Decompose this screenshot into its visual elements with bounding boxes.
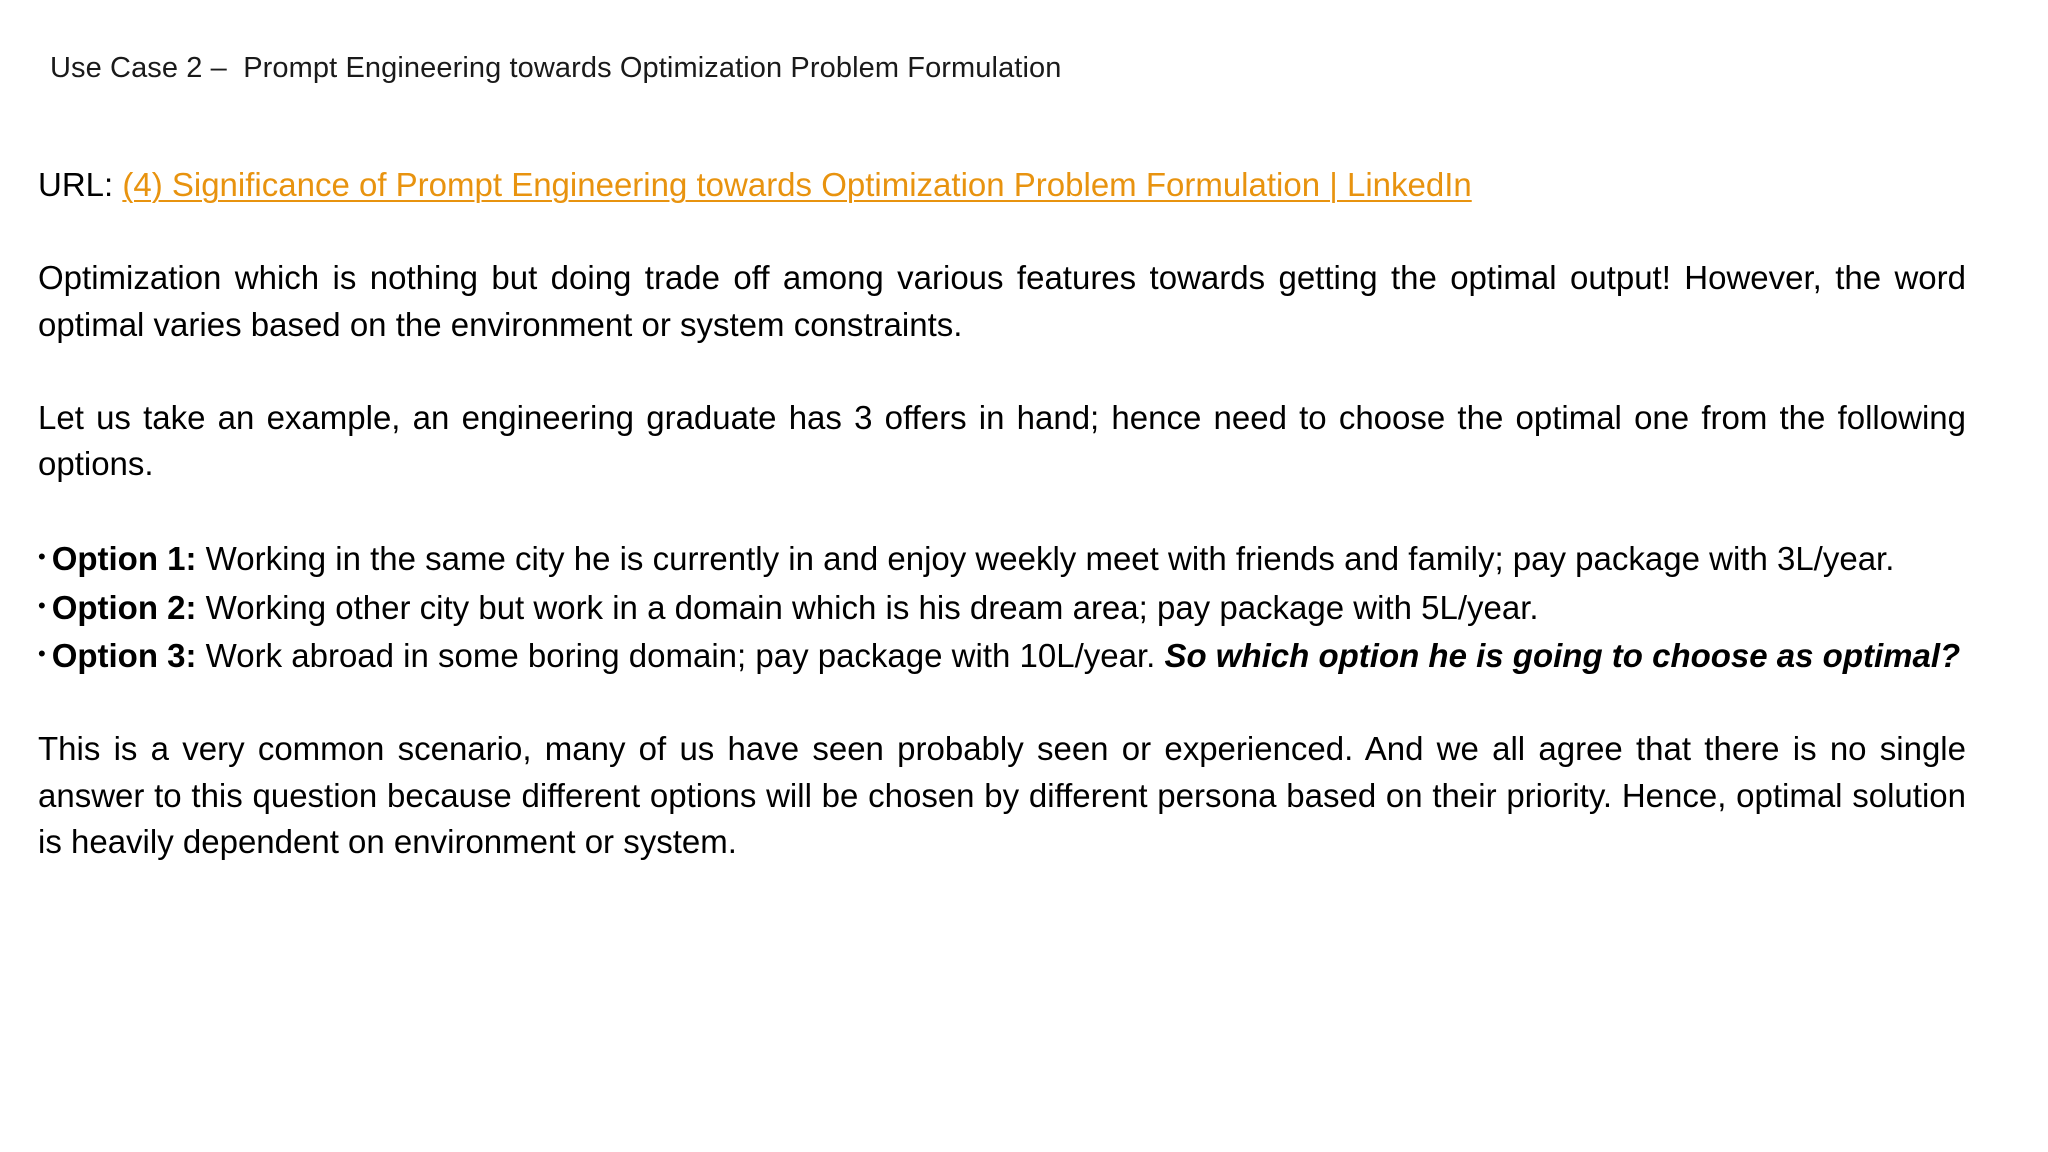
example-paragraph: Let us take an example, an engineering graduate has 3 offers in hand; hence need to choose the optimal one from the following options. — [38, 398, 1966, 482]
option-3-item — [38, 631, 1966, 680]
slide-title: Use Case 2 – Prompt Engineering towards Optimization Problem Formulation — [50, 52, 1062, 84]
spacer — [38, 348, 1966, 395]
spacer — [38, 209, 1966, 256]
spacer — [38, 488, 1966, 535]
bullet-icon: • — [38, 592, 46, 618]
option-question: So which option he is going to choose as optimal? — [1164, 637, 1961, 674]
linkedin-article-link[interactable]: (4) Significance of Prompt Engineering towards Optimization Problem Formulation | LinkedIn — [122, 166, 1472, 203]
slide-body — [38, 162, 1966, 866]
option-3-label: Option 3: — [51, 637, 197, 674]
option-1-item — [38, 534, 1966, 583]
url-line — [38, 162, 1966, 209]
option-1-label: Option 1: — [51, 540, 197, 577]
option-1-text: Working in the same city he is currently in and enjoy weekly meet with friends and family; pay package with 3L/year. — [196, 540, 1895, 577]
bullet-icon: • — [38, 544, 46, 569]
url-label: URL: — [38, 166, 114, 203]
spacer — [38, 680, 1966, 727]
option-2-text: Working other city but work in a domain which is his dream area; pay package with 5L/year. — [196, 588, 1539, 626]
option-3-text: Work abroad in some boring domain; pay package with 10L/year. — [196, 637, 1165, 674]
option-2-item — [38, 583, 1966, 632]
conclusion-paragraph: This is a very common scenario, many of us have seen probably seen or experienced. And we all agree that there is no single answer to this question because different options will be chosen by different persona based on their priority. Hence, optimal solution is heavily dependent on environment or system. — [38, 730, 1966, 860]
option-2-label: Option 2: — [51, 588, 197, 626]
intro-paragraph: Optimization which is nothing but doing trade off among various features towards getting the optimal output! However, the word optimal varies based on the environment or system constraints. — [38, 259, 1966, 343]
bullet-icon: • — [38, 641, 46, 666]
